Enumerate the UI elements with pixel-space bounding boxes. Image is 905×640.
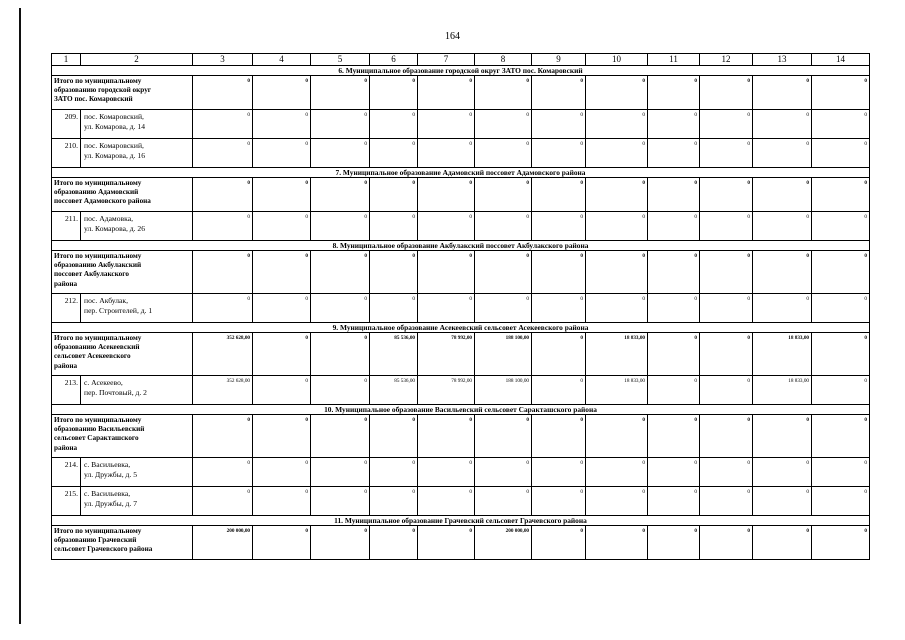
total-value: 0 [700, 415, 753, 458]
row-value: 0 [253, 376, 311, 405]
total-label [52, 415, 193, 458]
row-value: 0 [253, 458, 311, 487]
total-value: 0 [193, 251, 253, 294]
row-value: 0 [586, 487, 648, 516]
total-label [52, 178, 193, 212]
total-label-line: Итого по муниципальному [54, 334, 142, 342]
row-value: 0 [648, 139, 700, 168]
row-value: 0 [253, 294, 311, 323]
row-value: 0 [753, 212, 812, 241]
total-label-line: ЗАТО пос. Комаровский [54, 95, 133, 104]
row-value: 0 [700, 110, 753, 139]
page-number: 164 [445, 31, 460, 42]
total-value: 0 [586, 178, 648, 212]
row-value: 0 [700, 376, 753, 405]
total-value: 0 [586, 251, 648, 294]
total-value: 0 [311, 178, 370, 212]
row-value: 352 628,00 [193, 376, 253, 405]
row-value: 0 [753, 458, 812, 487]
binding-line [19, 8, 21, 624]
table-row [52, 212, 870, 241]
row-value: 0 [812, 212, 870, 241]
row-value: 0 [311, 212, 370, 241]
total-value: 352 628,00 [193, 333, 253, 376]
table-row [52, 376, 870, 405]
row-value: 0 [532, 212, 586, 241]
total-value: 0 [370, 76, 418, 110]
total-value: 0 [753, 76, 812, 110]
total-value: 78 992,00 [418, 333, 475, 376]
column-header: 1 [52, 54, 81, 66]
row-value: 0 [311, 458, 370, 487]
row-value: 0 [253, 487, 311, 516]
total-value: 0 [812, 76, 870, 110]
row-value: 0 [311, 294, 370, 323]
total-value: 0 [812, 526, 870, 560]
total-value: 0 [418, 76, 475, 110]
address-line: пос. Комаровский, [84, 141, 144, 150]
row-value: 0 [586, 110, 648, 139]
row-address [81, 487, 193, 516]
total-label-line: Итого по муниципальному [54, 416, 142, 424]
total-label-line: поссовет Акбулакского [54, 270, 129, 279]
row-value: 0 [370, 294, 418, 323]
row-value: 0 [475, 139, 532, 168]
address-line: с. Васильевка, [84, 460, 131, 469]
total-value: 188 100,00 [475, 333, 532, 376]
total-value: 0 [311, 251, 370, 294]
row-value: 0 [700, 139, 753, 168]
address-line: пос. Адамовка, [84, 214, 133, 223]
section-title: 9. Муниципальное образование Асекеевский сельсовет Асекеевского района [52, 323, 870, 333]
row-value: 0 [753, 139, 812, 168]
row-value: 0 [532, 458, 586, 487]
total-value: 0 [700, 251, 753, 294]
row-value: 0 [253, 110, 311, 139]
total-value: 0 [193, 76, 253, 110]
total-value: 0 [418, 415, 475, 458]
total-value: 0 [370, 415, 418, 458]
row-number: 214. [52, 458, 81, 487]
address-line: ул. Комарова, д. 16 [84, 151, 146, 160]
row-value: 0 [311, 376, 370, 405]
row-value: 0 [370, 487, 418, 516]
total-label-line: образованию Асекеевский [54, 343, 140, 352]
total-value: 0 [311, 526, 370, 560]
total-value: 0 [311, 415, 370, 458]
total-label-line: образованию Адамовский [54, 188, 139, 197]
row-address [81, 294, 193, 323]
row-number: 212. [52, 294, 81, 323]
row-value: 0 [586, 458, 648, 487]
column-header: 9 [532, 54, 586, 66]
section-title: 6. Муниципальное образование городской округ ЗАТО пос. Комаровский [52, 66, 870, 76]
row-value: 0 [418, 458, 475, 487]
column-header: 11 [648, 54, 700, 66]
row-value: 0 [700, 458, 753, 487]
row-value: 0 [812, 110, 870, 139]
total-value: 0 [418, 178, 475, 212]
row-value: 0 [648, 458, 700, 487]
row-value: 0 [586, 294, 648, 323]
row-value: 0 [370, 212, 418, 241]
data-table [51, 53, 870, 560]
row-number: 209. [52, 110, 81, 139]
total-label-line: образованию Грачевский [54, 536, 137, 545]
row-value: 0 [648, 212, 700, 241]
total-row [52, 333, 870, 376]
total-value: 200 000,00 [193, 526, 253, 560]
total-label-line: образованию городской округ [54, 86, 152, 95]
row-value: 18 833,00 [753, 376, 812, 405]
total-value: 0 [193, 415, 253, 458]
total-value: 0 [586, 526, 648, 560]
total-value: 0 [753, 415, 812, 458]
total-value: 0 [253, 526, 311, 560]
section-title-row [52, 168, 870, 178]
total-value: 0 [370, 178, 418, 212]
section-title: 11. Муниципальное образование Грачевский сельсовет Грачевского района [52, 516, 870, 526]
total-value: 0 [648, 76, 700, 110]
section-title: 7. Муниципальное образование Адамовский поссовет Адамовского района [52, 168, 870, 178]
total-label-line: района [54, 279, 78, 288]
total-label-line: поссовет Адамовского района [54, 197, 151, 206]
total-value: 0 [532, 251, 586, 294]
row-value: 0 [475, 110, 532, 139]
total-value: 0 [648, 333, 700, 376]
row-value: 0 [812, 139, 870, 168]
row-value: 0 [648, 487, 700, 516]
section-title-row [52, 323, 870, 333]
row-value: 0 [193, 487, 253, 516]
total-value: 0 [753, 178, 812, 212]
header-row [52, 54, 870, 66]
total-label-line: образованию Васильевский [54, 425, 145, 434]
total-label [52, 76, 193, 110]
total-value: 0 [253, 76, 311, 110]
total-label-line: образованию Акбулакский [54, 261, 142, 270]
address-line: ул. Дружбы, д. 5 [84, 470, 137, 479]
address-line: ул. Дружбы, д. 7 [84, 499, 137, 508]
row-value: 0 [532, 487, 586, 516]
column-header: 8 [475, 54, 532, 66]
row-number: 213. [52, 376, 81, 405]
total-value: 0 [700, 333, 753, 376]
total-value: 0 [648, 526, 700, 560]
row-address [81, 139, 193, 168]
total-row [52, 76, 870, 110]
total-value: 0 [648, 178, 700, 212]
total-value: 0 [193, 178, 253, 212]
total-value: 0 [532, 415, 586, 458]
row-number: 211. [52, 212, 81, 241]
total-label [52, 333, 193, 376]
table-row [52, 110, 870, 139]
column-header: 7 [418, 54, 475, 66]
total-value: 0 [253, 415, 311, 458]
row-value: 0 [418, 110, 475, 139]
column-header: 5 [311, 54, 370, 66]
row-value: 0 [648, 110, 700, 139]
total-value: 0 [753, 526, 812, 560]
row-value: 0 [812, 376, 870, 405]
total-value: 0 [532, 178, 586, 212]
row-number: 210. [52, 139, 81, 168]
total-value: 0 [586, 415, 648, 458]
section-title-row [52, 66, 870, 76]
total-row [52, 178, 870, 212]
row-value: 78 992,00 [418, 376, 475, 405]
row-value: 0 [812, 294, 870, 323]
row-value: 0 [475, 294, 532, 323]
total-label-line: сельсовет Грачевского района [54, 545, 153, 554]
total-row [52, 526, 870, 560]
total-value: 0 [418, 251, 475, 294]
row-value: 0 [532, 139, 586, 168]
row-value: 0 [532, 110, 586, 139]
total-value: 0 [532, 333, 586, 376]
column-header: 12 [700, 54, 753, 66]
row-value: 0 [418, 487, 475, 516]
address-line: с. Асекеево, [84, 378, 123, 387]
row-value: 0 [753, 294, 812, 323]
section-title-row [52, 516, 870, 526]
row-value: 0 [586, 212, 648, 241]
row-value: 0 [370, 139, 418, 168]
total-value: 85 536,00 [370, 333, 418, 376]
total-value: 0 [812, 415, 870, 458]
row-value: 0 [532, 294, 586, 323]
total-label-line: сельсовет Саракташского [54, 434, 139, 443]
total-value: 18 833,00 [586, 333, 648, 376]
row-value: 0 [193, 110, 253, 139]
address-line: пер. Строителей, д. 1 [84, 306, 153, 315]
row-value: 0 [193, 212, 253, 241]
total-value: 0 [700, 76, 753, 110]
total-label-line: района [54, 361, 78, 370]
total-value: 0 [532, 526, 586, 560]
row-value: 0 [475, 458, 532, 487]
total-label-line: района [54, 443, 78, 452]
column-header: 13 [753, 54, 812, 66]
address-line: пос. Комаровский, [84, 112, 144, 121]
row-value: 0 [700, 487, 753, 516]
total-value: 0 [812, 178, 870, 212]
section-title: 8. Муниципальное образование Акбулакский поссовет Акбулакского района [52, 241, 870, 251]
row-value: 188 100,00 [475, 376, 532, 405]
total-value: 0 [812, 251, 870, 294]
row-value: 0 [812, 487, 870, 516]
total-label [52, 526, 193, 560]
address-line: ул. Комарова, д. 14 [84, 122, 146, 131]
total-value: 0 [648, 415, 700, 458]
total-label-line: Итого по муниципальному [54, 252, 142, 260]
row-value: 85 536,00 [370, 376, 418, 405]
total-value: 0 [253, 251, 311, 294]
row-address [81, 458, 193, 487]
total-label-line: Итого по муниципальному [54, 179, 142, 187]
total-value: 0 [532, 76, 586, 110]
row-number: 215. [52, 487, 81, 516]
address-line: пос. Акбулак, [84, 296, 128, 305]
row-value: 0 [193, 458, 253, 487]
address-line: с. Васильевка, [84, 489, 131, 498]
total-value: 0 [812, 333, 870, 376]
total-value: 0 [475, 251, 532, 294]
total-value: 0 [700, 178, 753, 212]
row-value: 0 [193, 139, 253, 168]
row-value: 0 [753, 487, 812, 516]
row-value: 0 [370, 458, 418, 487]
column-header: 3 [193, 54, 253, 66]
address-line: ул. Комарова, д. 26 [84, 224, 146, 233]
row-value: 0 [418, 139, 475, 168]
row-address [81, 212, 193, 241]
total-value: 0 [370, 251, 418, 294]
row-value: 0 [586, 139, 648, 168]
column-header: 6 [370, 54, 418, 66]
total-value: 0 [475, 415, 532, 458]
table-row [52, 139, 870, 168]
total-value: 0 [586, 76, 648, 110]
row-value: 0 [648, 376, 700, 405]
total-row [52, 415, 870, 458]
total-value: 0 [753, 251, 812, 294]
section-title-row [52, 241, 870, 251]
total-value: 0 [648, 251, 700, 294]
section-title: 10. Муниципальное образование Васильевский сельсовет Саракташского района [52, 405, 870, 415]
total-label [52, 251, 193, 294]
total-value: 0 [418, 526, 475, 560]
total-value: 0 [311, 76, 370, 110]
row-value: 0 [648, 294, 700, 323]
row-value: 0 [253, 212, 311, 241]
address-line: пер. Почтовый, д. 2 [84, 388, 147, 397]
total-value: 0 [370, 526, 418, 560]
row-value: 0 [193, 294, 253, 323]
total-value: 18 833,00 [753, 333, 812, 376]
total-label-line: Итого по муниципальному [54, 527, 142, 535]
row-value: 0 [475, 212, 532, 241]
total-value: 0 [311, 333, 370, 376]
row-value: 0 [311, 139, 370, 168]
total-value: 0 [700, 526, 753, 560]
row-value: 0 [311, 487, 370, 516]
row-value: 0 [812, 458, 870, 487]
table-row [52, 487, 870, 516]
total-value: 200 000,00 [475, 526, 532, 560]
row-address [81, 376, 193, 405]
row-value: 0 [418, 294, 475, 323]
row-value: 18 833,00 [586, 376, 648, 405]
column-header: 2 [81, 54, 193, 66]
row-value: 0 [370, 110, 418, 139]
row-value: 0 [311, 110, 370, 139]
total-label-line: сельсовет Асекеевского [54, 352, 131, 361]
column-header: 10 [586, 54, 648, 66]
total-row [52, 251, 870, 294]
row-value: 0 [532, 376, 586, 405]
row-address [81, 110, 193, 139]
row-value: 0 [475, 487, 532, 516]
row-value: 0 [753, 110, 812, 139]
table-row [52, 294, 870, 323]
total-value: 0 [475, 76, 532, 110]
row-value: 0 [253, 139, 311, 168]
row-value: 0 [700, 294, 753, 323]
section-title-row [52, 405, 870, 415]
column-header: 14 [812, 54, 870, 66]
total-value: 0 [475, 178, 532, 212]
total-value: 0 [253, 178, 311, 212]
column-header: 4 [253, 54, 311, 66]
total-value: 0 [253, 333, 311, 376]
total-label-line: Итого по муниципальному [54, 77, 142, 85]
row-value: 0 [700, 212, 753, 241]
table-row [52, 458, 870, 487]
row-value: 0 [418, 212, 475, 241]
